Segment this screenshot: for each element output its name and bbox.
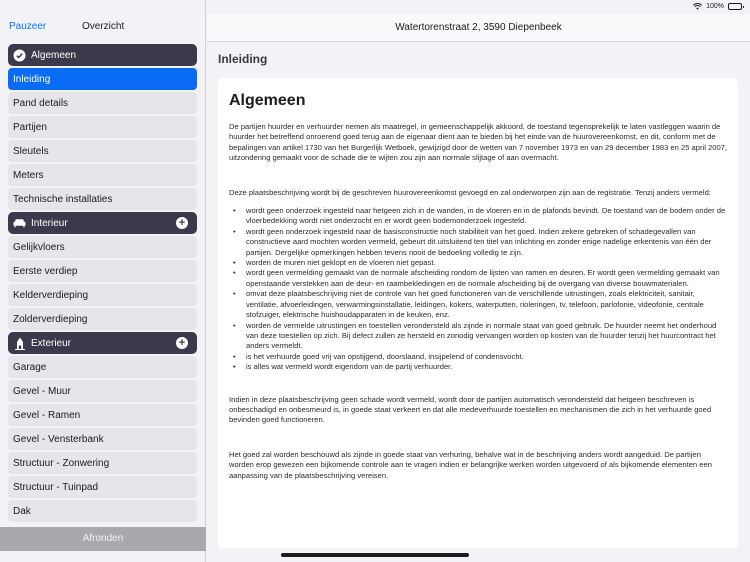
sidebar-item-partijen[interactable]: Partijen xyxy=(8,116,197,138)
sidebar-item-technische-installaties[interactable]: Technische installaties xyxy=(8,188,197,210)
sidebar-item-kelderverdieping[interactable]: Kelderverdieping xyxy=(8,284,197,306)
battery-icon xyxy=(728,3,742,10)
sidebar-list xyxy=(8,44,197,524)
paragraph-intro: De partijen huurder en verhuurder nemen als maatregel, in gemeenschappelijk akkoord, de toestand tegensprekelijk te laten vastleggen waarin de huurder het betreffend onroerend goed terug aan de eigenaar dient aan te bieden bij het einde van de huurovereenkomst, en dit, conform met de bepalingen van artikel 1730 van het Burgerlijk Wetboek, gewijzigd door de wetten van 7 november 1973 en van 29 december 1983 en 25 april 2007, uitzondering gemaakt voor de schade die te wijten zou zijn aan normale slijtage of aan overmacht. xyxy=(229,122,728,163)
main-header xyxy=(207,14,750,42)
sidebar-item-garage[interactable]: Garage xyxy=(8,356,197,378)
sidebar-header xyxy=(0,14,206,42)
section-header-interieur[interactable] xyxy=(8,212,197,234)
section-label: Interieur xyxy=(31,217,68,229)
section-header-exterieur[interactable] xyxy=(8,332,197,354)
list-item: • wordt geen onderzoek ingesteld naar hetgeen zich in de wanden, in de vloeren en in de plafonds bevindt. De toestand van de bodem onder de vloerbedekking wordt niet onderzocht en er wordt geen bodemonderzoek ingesteld. xyxy=(229,206,727,227)
paragraph-registration: Deze plaatsbeschrijving wordt bij de geschreven huurovereenkomst gevoegd en zal onderworpen zijn aan de registratie. Tenzij anders vermeld: xyxy=(229,187,711,197)
list-item: • omvat deze plaatsbeschrijving niet de controle van het goed functioneren van de verschillende uitrustingen, zoals elektriciteit, sanitair, ventilatie, afvoerleidingen, verwarmingsinstallatie, leidingen, kokers, waterputten, rioleringen, tv, telefoon, parlofonie, videofonie, centrale stofzuiger, elektrische huishoudapparaten in de keuken, enz. xyxy=(229,289,727,320)
sidebar-item-dak[interactable]: Dak xyxy=(8,500,197,522)
sidebar-item-gevel-vensterbank[interactable]: Gevel - Vensterbank xyxy=(8,428,197,450)
sidebar-item-zolderverdieping[interactable]: Zolderverdieping xyxy=(8,308,197,330)
sidebar-item-structuur-tuinpad[interactable]: Structuur - Tuinpad xyxy=(8,476,197,498)
section-label: Algemeen xyxy=(31,49,77,61)
section-label: Exterieur xyxy=(31,337,72,349)
page-title: Inleiding xyxy=(218,52,268,66)
wifi-icon xyxy=(693,3,702,10)
address-title: Watertorenstraat 2, 3590 Diepenbeek xyxy=(395,22,562,33)
add-interieur-button[interactable]: + xyxy=(176,217,188,229)
sidebar-item-eerste-verdiep[interactable]: Eerste verdiep xyxy=(8,260,197,282)
section-header-algemeen[interactable] xyxy=(8,44,197,66)
sidebar-item-gevel-ramen[interactable]: Gevel - Ramen xyxy=(8,404,197,426)
home-indicator[interactable] xyxy=(281,553,469,557)
content-card[interactable] xyxy=(218,78,738,548)
sidebar-item-sleutels[interactable]: Sleutels xyxy=(8,140,197,162)
list-item: • is het verhuurde goed vrij van opstijgend, doorslaand, insijpelend of condensvocht. xyxy=(229,352,727,362)
sidebar xyxy=(0,0,206,562)
paragraph-good-state: Het goed zal worden beschouwd als zijnde in goede staat van verhuring, behalve wat in de beschrijving anders wordt aangeduid. De partijen worden erop gewezen een bijkomende controle aan te vragen indien er belangrijke werken worden uitgevoerd of als bijkomende elementen een aanpassing van de plaatsbeschrijving vereisen. xyxy=(229,449,712,480)
sidebar-item-gelijkvloers[interactable]: Gelijkvloers xyxy=(8,236,197,258)
sidebar-item-structuur-zonwering[interactable]: Structuur - Zonwering xyxy=(8,452,197,474)
list-item: • wordt geen vermelding gemaakt van de normale afscheiding rondom de lijsten van ramen en deuren. Er wordt geen vermelding gemaakt van openstaande verstekken aan de deur- en raambekledingen en de normale afscheiding bij de overgang van diverse bouwmaterialen. xyxy=(229,268,727,289)
sidebar-item-pand-details[interactable]: Pand details xyxy=(8,92,197,114)
sidebar-item-gevel-muur[interactable]: Gevel - Muur xyxy=(8,380,197,402)
sidebar-item-meters[interactable]: Meters xyxy=(8,164,197,186)
list-item: • worden de muren niet geklopt en de vloeren niet gepast. xyxy=(229,258,727,268)
battery-percent: 100% xyxy=(706,3,724,10)
sidebar-item-inleiding[interactable]: Inleiding xyxy=(8,68,197,90)
add-exterieur-button[interactable]: + xyxy=(176,337,188,349)
finish-button[interactable]: Afronden xyxy=(0,527,206,551)
sidebar-title: Overzicht xyxy=(82,21,125,32)
list-item: • wordt geen onderzoek ingesteld naar de basisconstructie noch stabiliteit van het goed. Indien zekere gebreken of schadegevallen van constructieve aard mochten worden vermeld, gebeurt dit uitsluitend ten titel van inlichting en zonder enige nadelige erkentenis van één der partijen. Dergelijke opmerkingen hebben tevens nooit de bedoeling volledig te zijn. xyxy=(229,227,727,258)
sofa-icon xyxy=(13,217,26,230)
checkmark-icon xyxy=(13,49,26,62)
content-heading: Algemeen xyxy=(229,92,306,109)
conditions-list xyxy=(229,206,727,373)
pause-button[interactable]: Pauzeer xyxy=(9,21,47,32)
house-icon xyxy=(13,337,26,350)
status-right xyxy=(693,3,742,10)
list-item: • worden de vermelde uitrustingen en toestellen verondersteld als zijnde in normale staat van goed gebruik. De huurder neemt het onderhoud van deze toestellen op zich. Bij defect zullen ze hersteld en zonodig vervangen worden op kosten van de huurder tenzij het huurcontract het anders vermeldt. xyxy=(229,321,727,352)
paragraph-no-damage: Indien in deze plaatsbeschrijving geen schade wordt vermeld, wordt door de partijen automatisch verondersteld dat hetgeen beschreven is onbeschadigd en onbesmeurd is, in goede staat verkeert en dat alle medeverhuurde toestellen en mechanismen die zich in het verhuurde goed bevinden goed functioneren. xyxy=(229,394,712,425)
list-item: • is alles wat vermeld wordt eigendom van de partij verhuurder. xyxy=(229,362,727,372)
